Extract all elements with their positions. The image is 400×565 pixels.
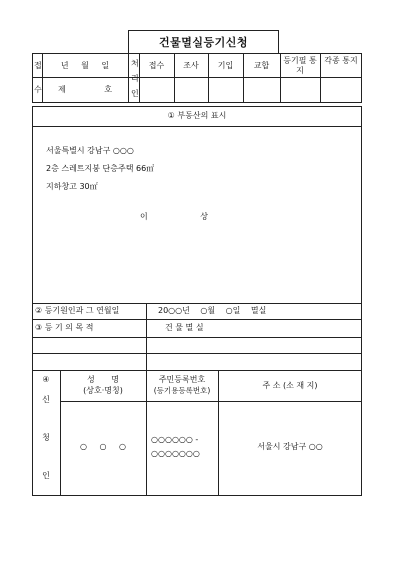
receipt-number: 제 호: [58, 85, 112, 94]
receipt-date: 년 월 일: [60, 61, 110, 70]
ideo-text: 이 상: [140, 212, 208, 221]
applicant-id-line-2: ○○○○○○○: [151, 449, 200, 458]
property-section-header: ① 부동산의 표시: [167, 111, 227, 120]
purpose-value: 건 물 멸 실: [165, 323, 204, 332]
applicant-side-char-3: 인: [42, 471, 50, 480]
property-line-2: 2층 스레트지붕 단층주택 66㎡: [46, 164, 155, 173]
process-col-receipt: 접수: [148, 61, 165, 70]
process-col-survey: 조사: [183, 61, 199, 70]
cause-label: ② 등기원인과 그 연월일: [35, 306, 120, 315]
form-title: 건물멸실등기신청: [158, 36, 248, 49]
col-address-header: 주 소 (소 재 지): [262, 381, 318, 390]
applicant-number: ④: [42, 375, 50, 384]
col-id-header: 주민등록번호: [158, 375, 206, 384]
cause-value: 20○○년 ○월 ○일 멸실: [158, 306, 267, 315]
col-name-subheader: (상호·명칭): [83, 386, 123, 395]
receipt-label-su: 수: [34, 85, 42, 94]
purpose-label: ③ 등 기 의 목 적: [35, 323, 94, 332]
receipt-label-jeop: 접: [34, 61, 42, 70]
applicant-id-line-1: ○○○○○○ -: [151, 435, 199, 444]
process-col-other-notice: 각종 통지: [324, 56, 358, 65]
applicant-name: ○ ○ ○: [79, 442, 127, 451]
processor-label: 처리인: [131, 59, 139, 98]
process-col-entry: 기입: [217, 61, 234, 70]
col-id-subheader: (등기용등록번호): [153, 386, 211, 395]
applicant-side-char-1: 신: [42, 395, 50, 404]
col-name-header: 성 명: [87, 375, 119, 384]
property-line-1: 서울특별시 강남구 ○○○: [46, 146, 134, 155]
property-line-3: 지하창고 30㎡: [46, 182, 98, 191]
applicant-side-char-2: 청: [42, 433, 50, 442]
process-col-check: 교합: [253, 61, 270, 70]
process-col-registered-notice: 등기필 통지: [283, 56, 317, 75]
applicant-address: 서울시 강남구 ○○: [257, 442, 323, 451]
